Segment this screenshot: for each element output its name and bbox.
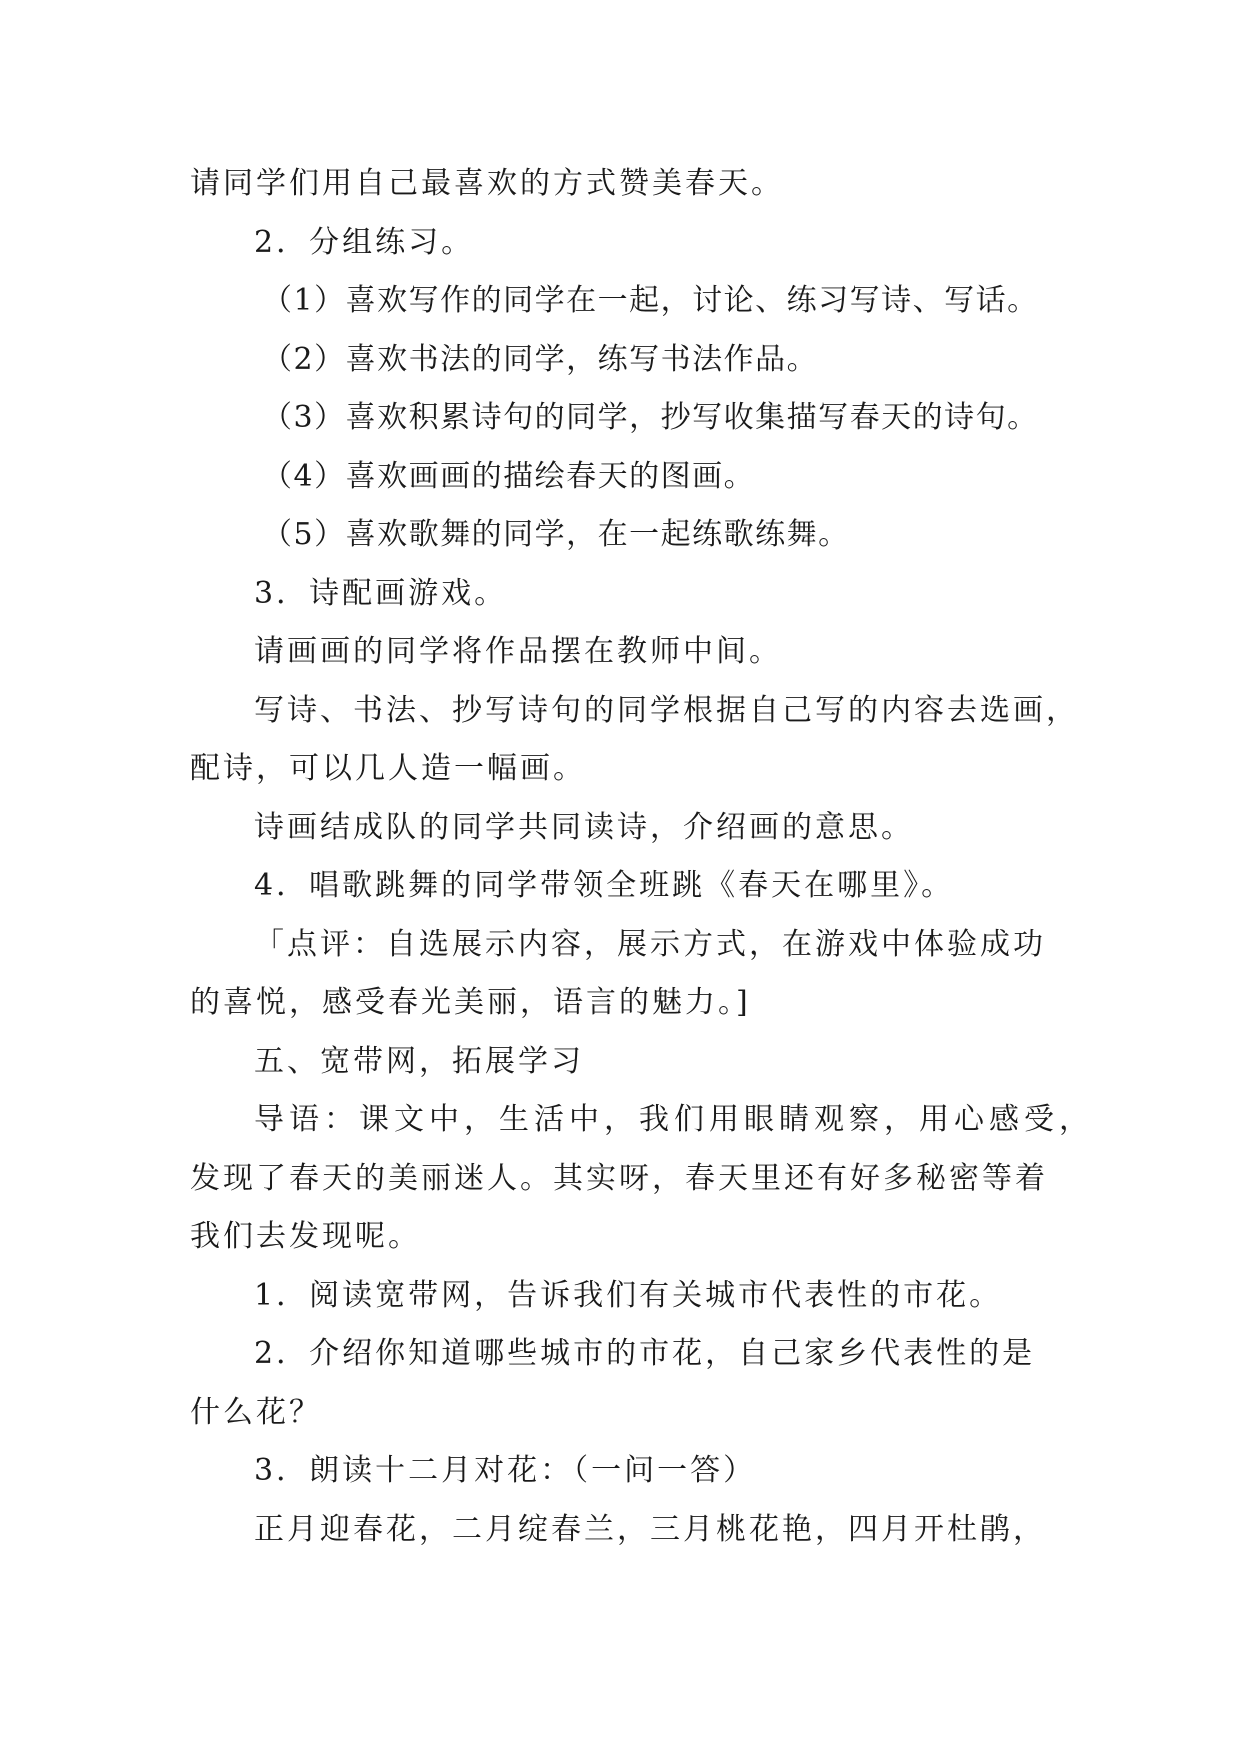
paragraph-line: 导语：课文中，生活中，我们用眼睛观察，用心感受， — [254, 1102, 1094, 1137]
paragraph-line: 写诗、书法、抄写诗句的同学根据自己写的内容去选画， — [254, 692, 1079, 728]
list-item: （2）喜欢书法的同学，练写书法作品。 — [262, 341, 819, 377]
paragraph-line: 什么花？ — [190, 1394, 322, 1430]
paragraph-line: 请同学们用自己最喜欢的方式赞美春天。 — [190, 166, 784, 201]
paragraph-line: 正月迎春花，二月绽春兰，三月桃花艳，四月开杜鹃， — [254, 1511, 1046, 1547]
list-item: （4）喜欢画画的描绘春天的图画。 — [262, 458, 756, 494]
list-item: （1）喜欢写作的同学在一起，讨论、练习写诗、写话。 — [262, 283, 1039, 318]
paragraph-line: 配诗，可以几人造一幅画。 — [190, 751, 586, 786]
comment-line: 「点评：自选展示内容，展示方式，在游戏中体验成功 — [254, 926, 1046, 962]
list-heading: 3．朗读十二月对花：（一问一答） — [254, 1453, 757, 1488]
paragraph-line: 我们去发现呢。 — [190, 1219, 421, 1254]
list-heading: 4．唱歌跳舞的同学带领全班跳《春天在哪里》。 — [254, 868, 955, 903]
list-item: （3）喜欢积累诗句的同学，抄写收集描写春天的诗句。 — [262, 400, 1039, 435]
section-heading: 五、宽带网，拓展学习 — [254, 1043, 584, 1079]
list-heading: 2．介绍你知道哪些城市的市花，自己家乡代表性的是 — [254, 1336, 1036, 1371]
list-heading: 1．阅读宽带网，告诉我们有关城市代表性的市花。 — [254, 1277, 1003, 1313]
paragraph-line: 发现了春天的美丽迷人。其实呀，春天里还有好多秘密等着 — [190, 1160, 1048, 1196]
comment-line: 的喜悦，感受春光美丽，语言的魅力。] — [190, 985, 751, 1020]
list-heading: 2．分组练习。 — [254, 224, 475, 260]
list-heading: 3．诗配画游戏。 — [254, 575, 508, 611]
document-body — [190, 155, 1094, 1559]
paragraph-line: 诗画结成队的同学共同读诗，介绍画的意思。 — [254, 809, 914, 845]
paragraph-line: 请画画的同学将作品摆在教师中间。 — [254, 634, 782, 669]
list-item: （5）喜欢歌舞的同学，在一起练歌练舞。 — [262, 517, 850, 552]
